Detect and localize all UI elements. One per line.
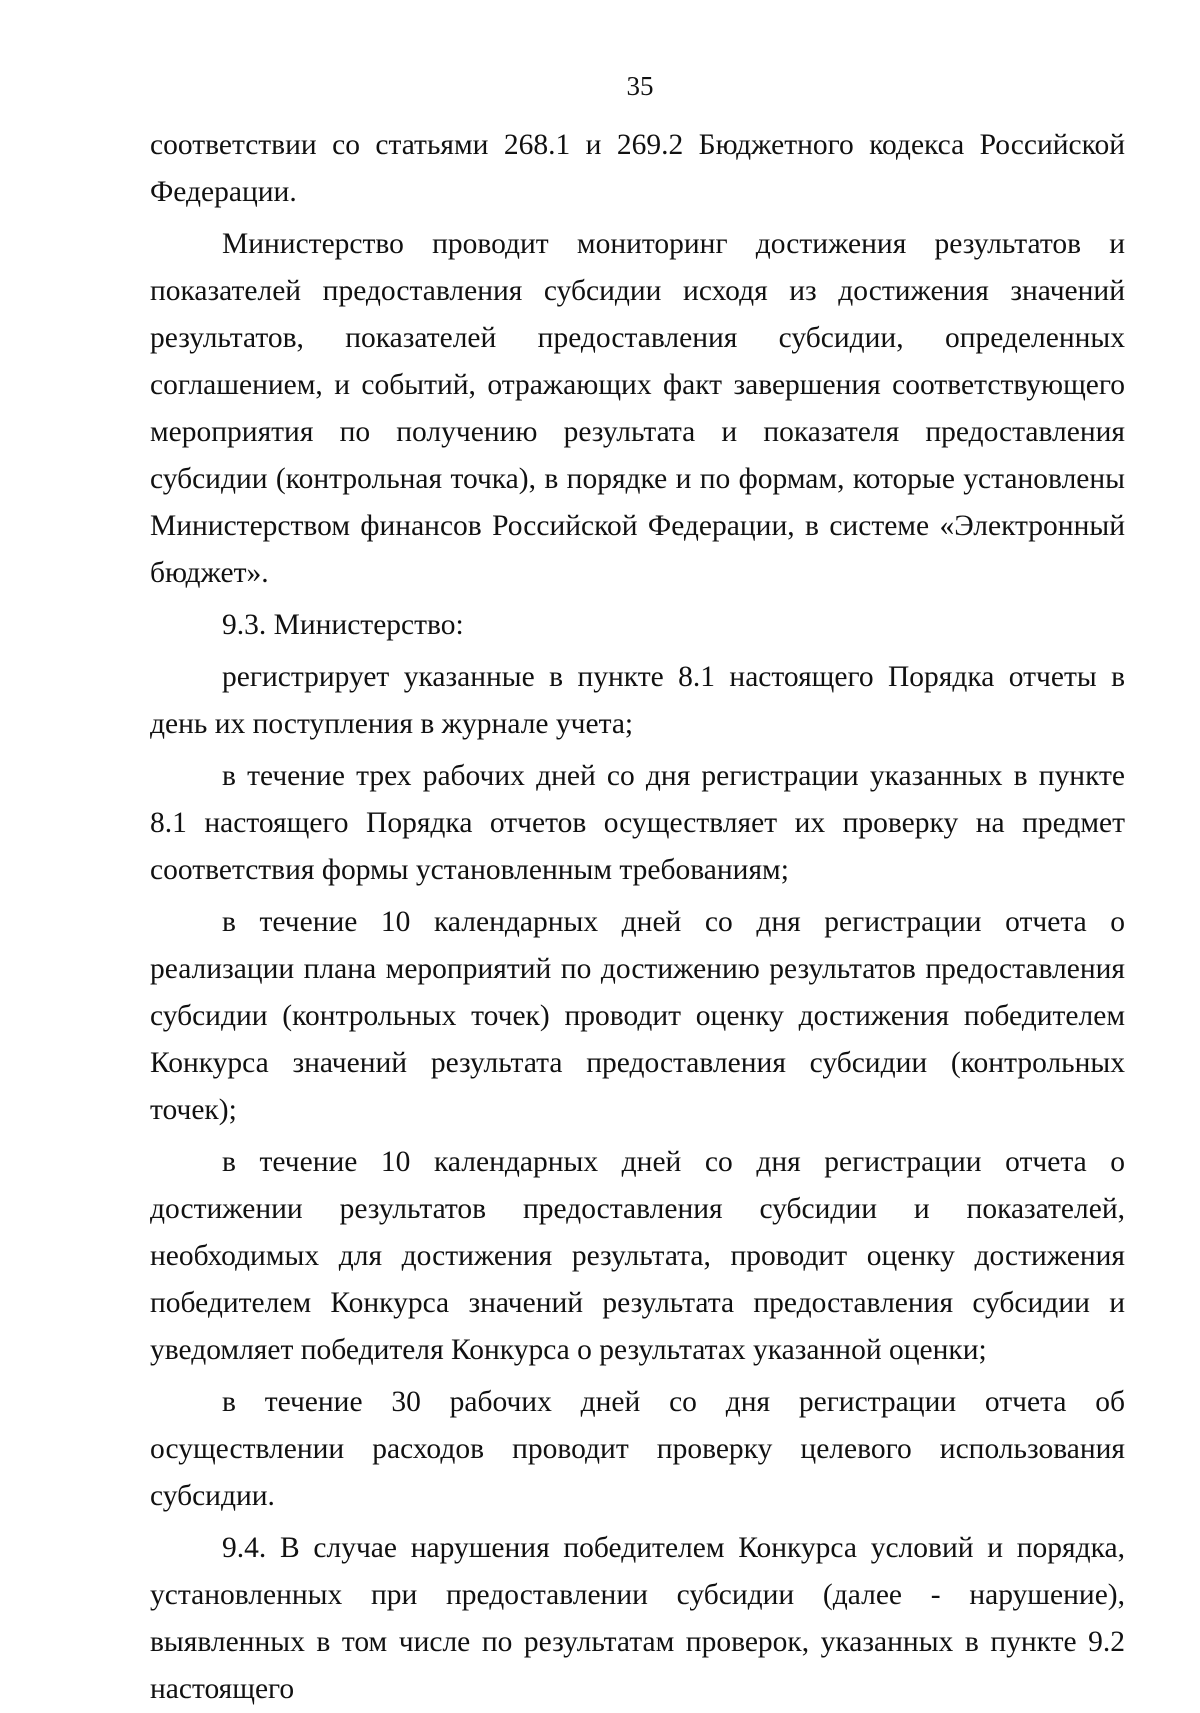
paragraph-ten-days-plan: в течение 10 календарных дней со дня регистрации отчета о реализации плана мероприятий по достижению результатов предоставления субсидии (контрольных точек) проводит оценку достижения победителем Конкурса значений результата предоставления субсидии (контрольных точек); <box>150 906 1125 1126</box>
document-body <box>150 122 1125 1713</box>
paragraph-continuation: соответствии со статьями 268.1 и 269.2 Бюджетного кодекса Российской Федерации. <box>150 129 1125 208</box>
paragraph-three-days-check: в течение трех рабочих дней со дня регистрации указанных в пункте 8.1 настоящего Порядка отчетов осуществляет их проверку на предмет соответствия формы установленным требованиям; <box>150 760 1125 886</box>
paragraph-section-9-4: 9.4. В случае нарушения победителем Конкурса условий и порядка, установленных при предоставлении субсидии (далее - нарушение), выявленных в том числе по результатам проверок, указанных в пункте 9.2 настоящего <box>150 1532 1125 1705</box>
paragraph-ten-days-results: в течение 10 календарных дней со дня регистрации отчета о достижении результатов предоставления субсидии и показателей, необходимых для достижения результата, проводит оценку достижения победителем Конкурса значений результата предоставления субсидии и уведомляет победителя Конкурса о результатах указанной оценки; <box>150 1146 1125 1366</box>
paragraph-registers-reports: регистрирует указанные в пункте 8.1 настоящего Порядка отчеты в день их поступления в журнале учета; <box>150 661 1125 740</box>
paragraph-section-9-3: 9.3. Министерство: <box>222 609 464 641</box>
paragraph-monitoring: Министерство проводит мониторинг достижения результатов и показателей предоставления субсидии исходя из достижения значений результатов, показателей предоставления субсидии, определенных соглашением, и событий, отражающих факт завершения соответствующего мероприятия по получению результата и показателя предоставления субсидии (контрольная точка), в порядке и по формам, которые установлены Министерством финансов Российской Федерации, в системе «Электронный бюджет». <box>150 228 1125 589</box>
paragraph-thirty-days-expenses: в течение 30 рабочих дней со дня регистрации отчета об осуществлении расходов проводит проверку целевого использования субсидии. <box>150 1386 1125 1512</box>
page-number: 35 <box>626 71 654 101</box>
